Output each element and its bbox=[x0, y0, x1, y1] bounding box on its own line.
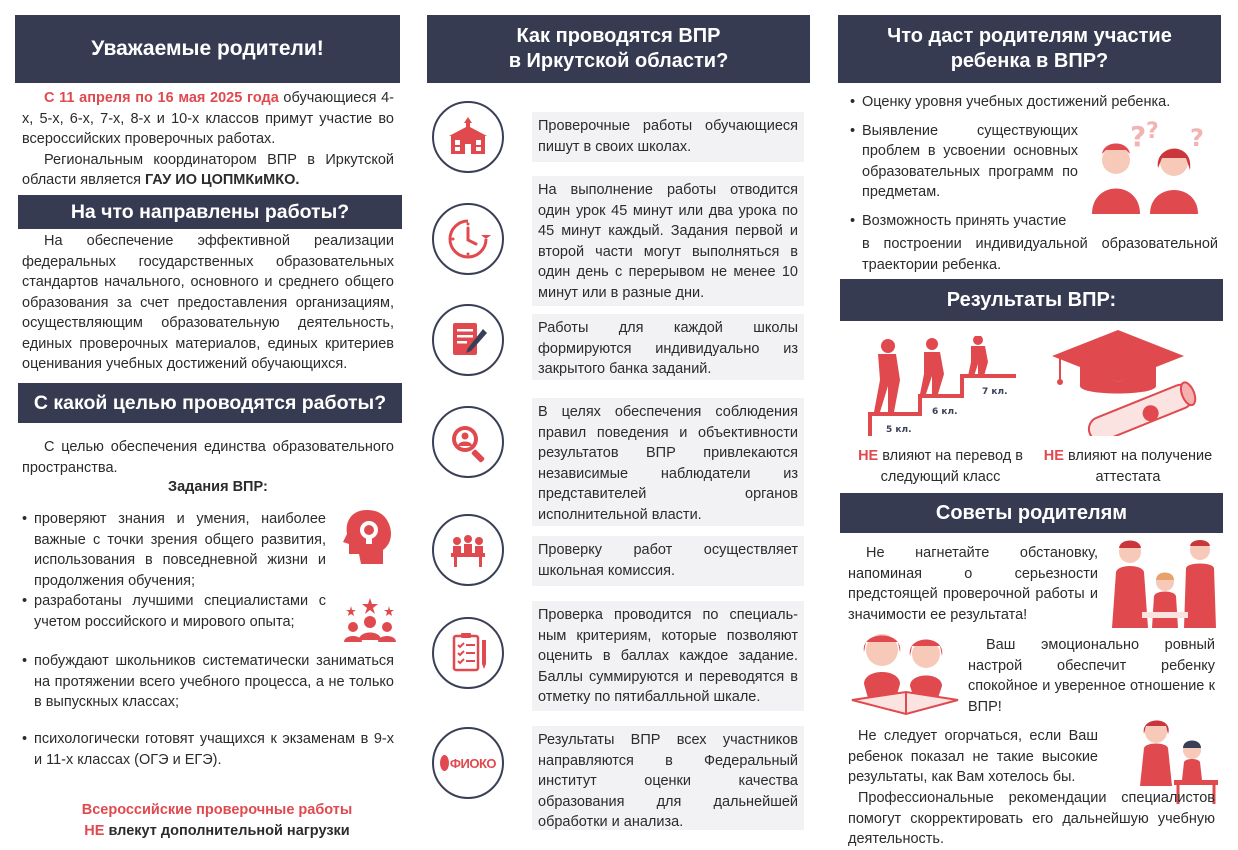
step-label: 5 кл. bbox=[886, 425, 912, 435]
stairs-growth-illustration bbox=[866, 336, 1024, 440]
how-item-text: Результаты ВПР всех участников направляются в Федеральный институт оценки качества образования для дальнейшей обработки и анализа. bbox=[532, 726, 804, 830]
footer-line2: влекут дополнительной нагрузки bbox=[104, 823, 350, 839]
coordinator-text: Региональным координатором ВПР в Иркутской области является bbox=[22, 151, 394, 188]
advice-1: Не нагнетайте обстановку, напоминая о серьезности предстоящей проверочной работы и значимости ее результата! bbox=[848, 545, 1098, 623]
header-how bbox=[427, 15, 810, 83]
svg-text:?: ? bbox=[1190, 124, 1204, 152]
header-results: Результаты ВПР: bbox=[840, 279, 1223, 321]
benefit-item-continued: в построении индивидуальной образовательной траектории ребенка. bbox=[862, 236, 1218, 273]
step-label: 7 кл. bbox=[982, 387, 1008, 397]
head-lightbulb-icon bbox=[339, 506, 395, 566]
header-how-line1: Как проводятся ВПР bbox=[516, 25, 721, 47]
how-item-text: Работы для каждой школы формируются индивидуально из закрытого банка заданий. bbox=[532, 314, 804, 380]
how-item-text: На выполнение работы отводится один урок 45 минут или два урока по 45 минут каждый. Задания первой и второй части могут выполняться в один день с перерывом не менее 10 минут или в разные дни. bbox=[532, 176, 804, 306]
result-transfer bbox=[848, 446, 1033, 488]
school-icon bbox=[432, 101, 504, 173]
how-item-text: Проверочные работы обучающиеся пишут в своих школах. bbox=[532, 112, 804, 162]
benefit-item: • Возможность принять участие bbox=[850, 211, 1078, 232]
aim-paragraph: На обеспечение эффективной реализации федеральных государственных образовательных стандартов начального, основного и среднего общего образования за счет предоставления организациям, осуществляющим образовательную деятельность, единых проверочных материалов, единых критериев оценивания учебных достижений обучающихся. bbox=[22, 233, 394, 372]
task-item: • разработаны лучшими специалистами с учетом российского и мирового опыта; bbox=[22, 591, 326, 641]
fioko-logo-text: ФИОКО bbox=[449, 755, 496, 771]
header-advice: Советы родителям bbox=[840, 493, 1223, 533]
angry-parents-illustration bbox=[1108, 536, 1220, 628]
advice-3: Не следует огорчаться, если Ваш ребенок показал не такие высокие результаты, как Вам хотелось бы. bbox=[848, 728, 1098, 785]
header-dear-parents: Уважаемые родители! bbox=[15, 15, 400, 83]
task-item: • проверяют знания и умения, наиболее важные с точки зрения общего развития, использования в повседневной жизни и продолжения обучения; bbox=[22, 509, 326, 591]
task-item: • побуждают школьников систематически заниматься на протяжении всего учебного процесса, а не только в выпускных классах; bbox=[22, 651, 394, 729]
result-certificate-text: влияют на получение аттестата bbox=[1063, 448, 1213, 485]
tasks-list-wide bbox=[22, 651, 394, 770]
task-item: • психологически готовят учащихся к экзаменам в 9-х и 11-х классах (ОГЭ и ЕГЭ). bbox=[22, 729, 394, 770]
header-benefits bbox=[838, 15, 1221, 83]
fioko-logo-icon bbox=[432, 727, 504, 799]
svg-text:?: ? bbox=[1146, 119, 1159, 144]
benefit-item: • Выявление существующих проблем в усвоении основных образовательных программ по предметам. bbox=[850, 121, 1078, 203]
footer-line1: Всероссийские проверочные работы bbox=[81, 802, 353, 818]
header-aim: На что направлены работы? bbox=[18, 195, 402, 229]
checklist-icon bbox=[432, 617, 504, 689]
how-item-text: Проверка проводится по специаль-ным критериям, которые позволяют оценить в баллах каждое задание. Баллы суммируются и переводятся в отметку по пятибалльной шкале. bbox=[532, 601, 804, 711]
advice-4-text: Профессиональные рекомендации специалистов помогут скорректировать его дальнейшую учебную деятельность. bbox=[848, 790, 1215, 847]
tasks-list bbox=[22, 509, 326, 641]
result-ne: НЕ bbox=[1043, 448, 1064, 464]
intro-text: обучающиеся 4-х, 5-х, 6-х, 7-х, 8-х и 10-х классов примут участие во всероссийских проверочных работах. bbox=[22, 90, 394, 147]
benefit-item: • Оценку уровня учебных достижений ребенка. bbox=[850, 92, 1192, 113]
goal-paragraph: С целью обеспечения единства образовательного пространства. bbox=[22, 439, 394, 476]
calm-children-illustration bbox=[846, 628, 964, 718]
tasks-title: Задания ВПР: bbox=[168, 479, 268, 495]
header-how-line2: в Иркутской области? bbox=[508, 50, 729, 72]
document-pen-icon bbox=[432, 304, 504, 376]
result-certificate bbox=[1036, 446, 1220, 488]
team-stars-icon bbox=[339, 596, 401, 646]
advice-2: Ваш эмоционально ровный настрой обеспечит ребенку спокойное и уверенное отношение к ВПР! bbox=[968, 637, 1215, 715]
step-label: 6 кл. bbox=[932, 407, 958, 417]
result-transfer-text: влияют на перевод в следующий класс bbox=[878, 448, 1023, 485]
header-goal: С какой целью проводятся работы? bbox=[18, 383, 402, 423]
result-ne: НЕ bbox=[858, 448, 879, 464]
benefits-list bbox=[850, 92, 1171, 231]
dates-text: С 11 апреля по 16 мая 2025 года bbox=[44, 90, 279, 106]
graduation-cap-icon bbox=[1048, 326, 1198, 436]
how-item-text: В целях обеспечения соблюдения правил поведения и объективности результатов ВПР привлекаются независимые наблюдатели из представителей органов исполнительной власти. bbox=[532, 398, 804, 526]
footer-note bbox=[15, 800, 419, 842]
footer-ne: НЕ bbox=[84, 823, 105, 839]
advice-4 bbox=[848, 788, 1215, 850]
intro-paragraph bbox=[22, 88, 394, 191]
coordinator-org: ГАУ ИО ЦОПМКиМКО. bbox=[145, 172, 300, 188]
confused-parents-illustration bbox=[1086, 118, 1218, 214]
header-benefits-line1: Что даст родителям участие bbox=[887, 25, 1172, 47]
header-benefits-line2: ребенка в ВПР? bbox=[950, 50, 1109, 72]
svg-text:?: ? bbox=[1130, 120, 1147, 153]
clock-icon bbox=[432, 203, 504, 275]
observer-magnifier-icon bbox=[432, 406, 504, 478]
how-item-text: Проверку работ осуществляет школьная комиссия. bbox=[532, 536, 804, 586]
commission-icon bbox=[432, 514, 504, 586]
